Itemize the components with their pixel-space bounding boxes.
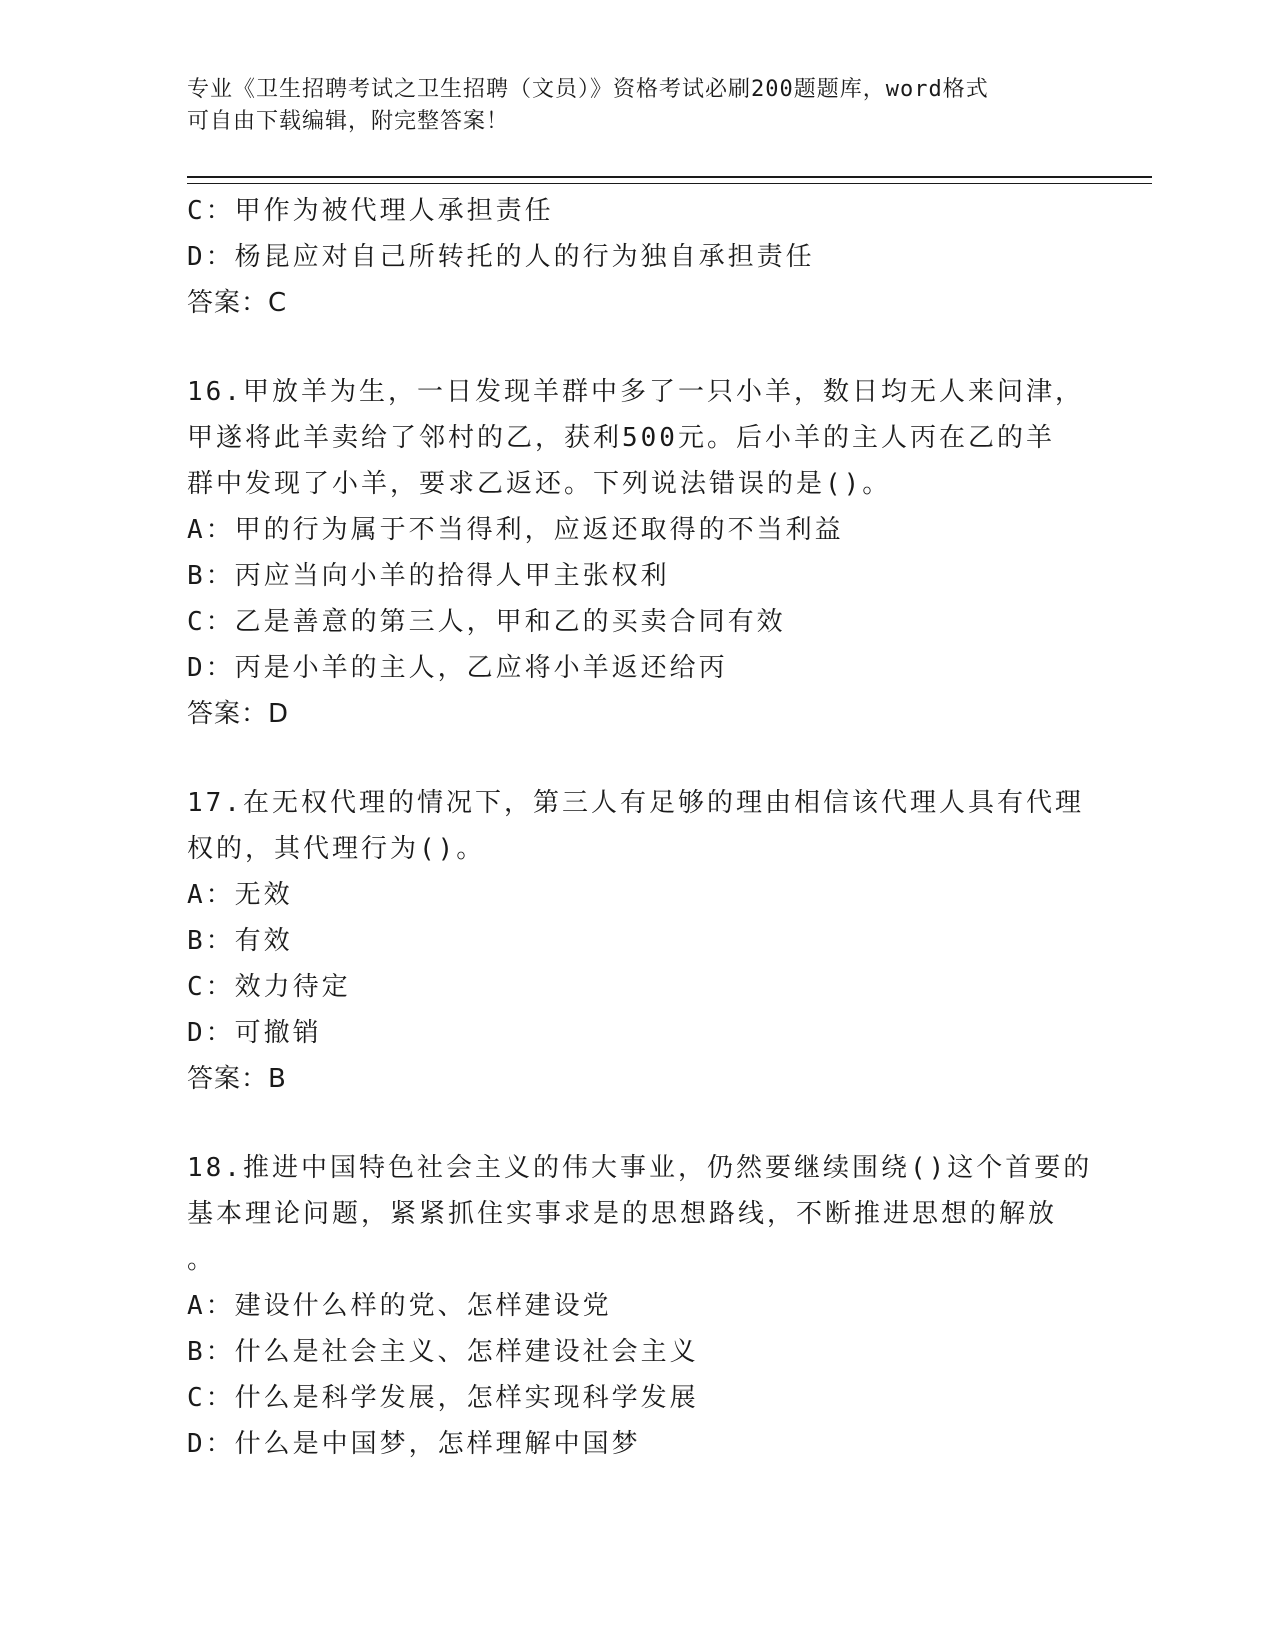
option-a: A：无效	[187, 880, 293, 910]
option-c: C：什么是科学发展，怎样实现科学发展	[187, 1383, 699, 1413]
document-header	[187, 74, 1087, 138]
option-d: D：杨昆应对自己所转托的人的行为独自承担责任	[187, 242, 815, 272]
option-c: C：效力待定	[187, 972, 351, 1002]
option-b: B：什么是社会主义、怎样建设社会主义	[187, 1337, 699, 1367]
question-text-line: 18.推进中国特色社会主义的伟大事业，仍然要继续围绕()这个首要的	[187, 1153, 1093, 1183]
question-17	[187, 780, 1087, 1102]
question-text-line: 基本理论问题，紧紧抓住实事求是的思想路线，不断推进思想的解放	[187, 1199, 1058, 1229]
answer-line: 答案：B	[187, 1064, 287, 1094]
question-16	[187, 369, 1087, 737]
header-line-2: 可自由下载编辑，附完整答案！	[187, 109, 510, 134]
header-divider	[187, 176, 1152, 184]
question-text-line: 群中发现了小羊，要求乙返还。下列说法错误的是()。	[187, 469, 892, 499]
answer-line: 答案：C	[187, 288, 288, 318]
question-text-line: 16.甲放羊为生，一日发现羊群中多了一只小羊，数日均无人来问津，	[187, 377, 1084, 407]
question-text-line: 17.在无权代理的情况下，第三人有足够的理由相信该代理人具有代理	[187, 788, 1084, 818]
question-content	[187, 188, 1093, 1467]
option-c: C：乙是善意的第三人，甲和乙的买卖合同有效	[187, 607, 786, 637]
option-b: B：丙应当向小羊的拾得人甲主张权利	[187, 561, 670, 591]
question-18	[187, 1145, 1093, 1467]
answer-line: 答案：D	[187, 699, 290, 729]
option-d: D：丙是小羊的主人，乙应将小羊返还给丙	[187, 653, 728, 683]
question-text-line: 甲遂将此羊卖给了邻村的乙，获利500元。后小羊的主人丙在乙的羊	[187, 423, 1055, 453]
option-b: B：有效	[187, 926, 293, 956]
option-c: C：甲作为被代理人承担责任	[187, 196, 554, 226]
option-a: A：甲的行为属于不当得利，应返还取得的不当利益	[187, 515, 844, 545]
header-line-1: 专业《卫生招聘考试之卫生招聘（文员）》资格考试必刷200题题库，word格式	[187, 77, 989, 102]
previous-question-tail	[187, 188, 1087, 326]
option-d: D：可撤销	[187, 1018, 322, 1048]
question-text-line: 。	[187, 1245, 217, 1275]
question-text-line: 权的，其代理行为()。	[187, 834, 486, 864]
option-a: A：建设什么样的党、怎样建设党	[187, 1291, 612, 1321]
option-d: D：什么是中国梦，怎样理解中国梦	[187, 1429, 641, 1459]
